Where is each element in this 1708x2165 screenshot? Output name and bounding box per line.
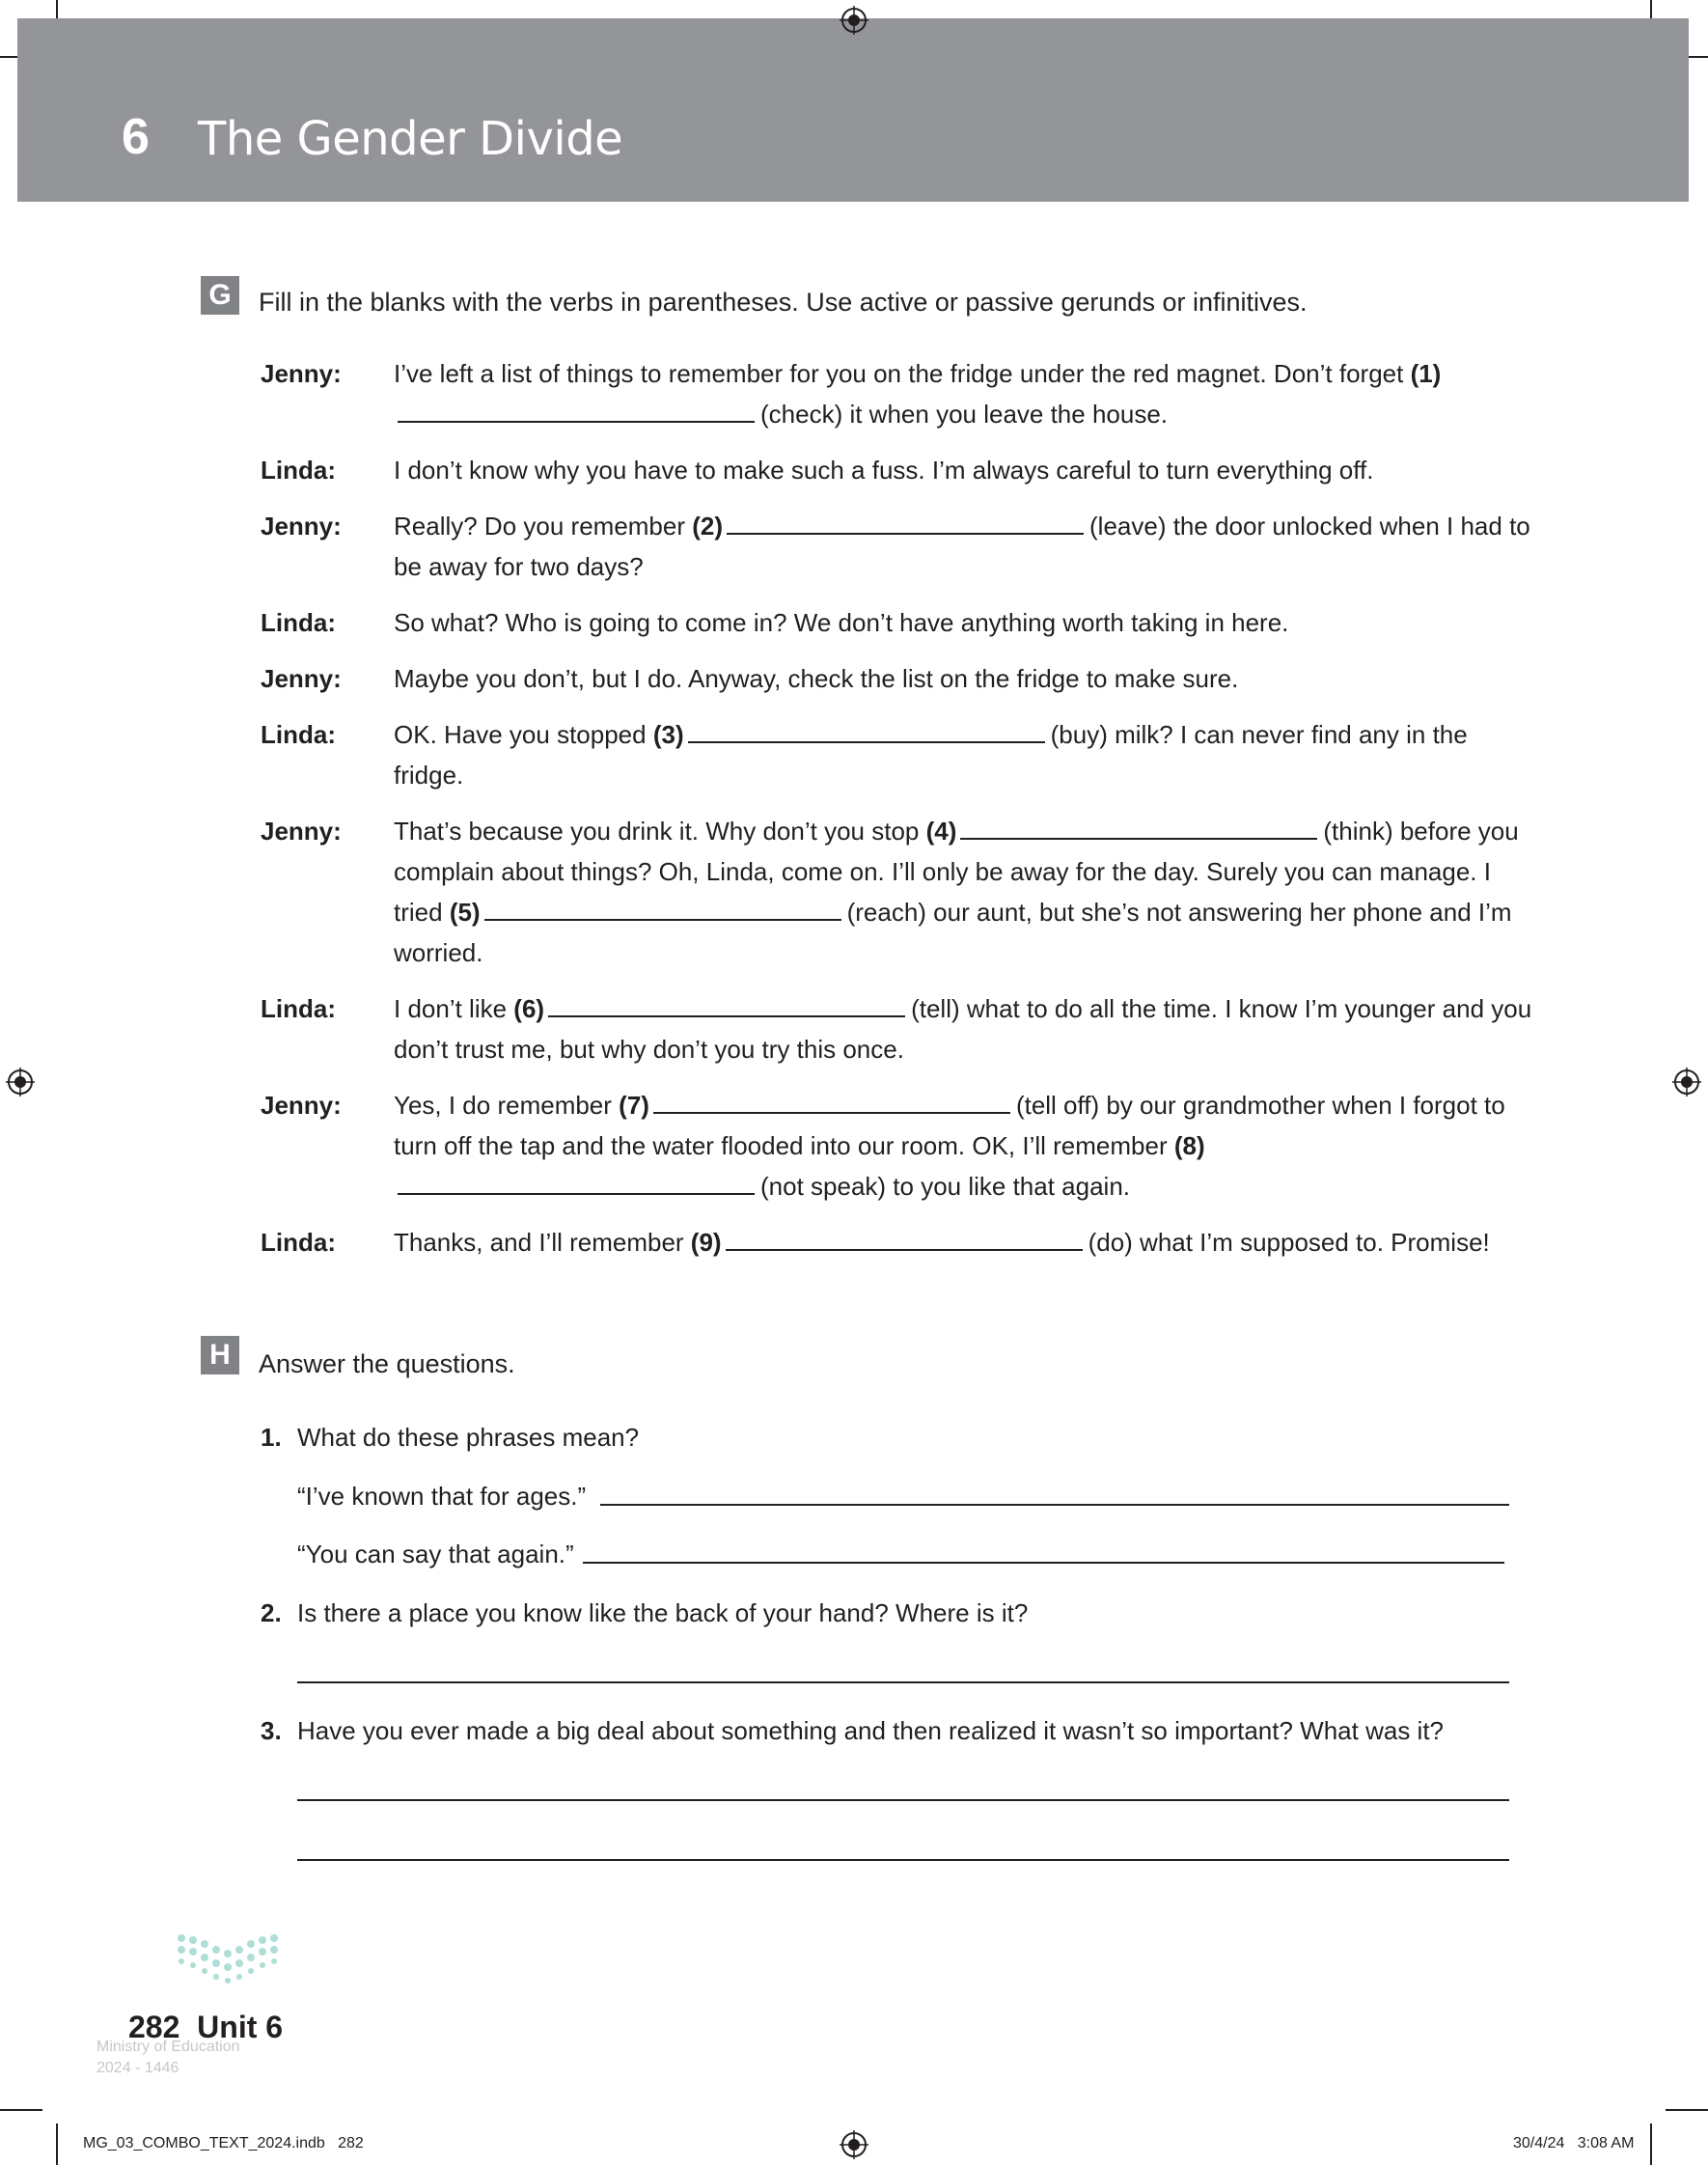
speech-text xyxy=(394,811,1534,973)
question-number: 2. xyxy=(261,1598,282,1627)
speech-segment: (not speak) to you like that again. xyxy=(760,1172,1131,1201)
dialogue-turn xyxy=(261,506,1534,587)
crop-mark xyxy=(1666,2109,1708,2111)
registration-mark-icon xyxy=(840,6,868,35)
speaker-name: Linda: xyxy=(261,608,336,637)
blank-number: (5) xyxy=(449,898,481,927)
speaker-name: Jenny: xyxy=(261,817,342,846)
speech-segment: (reach) our aunt, but she’s not answering her phone and I’m worried. xyxy=(394,898,1512,967)
section-g-instruction: Fill in the blanks with the verbs in parentheses. Use active or passive gerunds or infinitives. xyxy=(259,288,1308,317)
question-3 xyxy=(261,1716,1444,1746)
blank-number: (7) xyxy=(619,1091,649,1120)
dialogue-turn xyxy=(261,988,1534,1069)
speech-segment: (leave) the door unlocked when I had to be away for two days? xyxy=(394,512,1530,581)
answer-line[interactable] xyxy=(583,1562,1504,1564)
speaker-name: Linda: xyxy=(261,994,336,1023)
ministry-year: 2024 - 1446 xyxy=(96,2060,179,2076)
fill-in-blank[interactable] xyxy=(727,512,1084,535)
question-number: 1. xyxy=(261,1423,282,1452)
speaker-name: Jenny: xyxy=(261,359,342,388)
fill-in-blank[interactable] xyxy=(484,898,841,921)
blank-number: (1) xyxy=(1410,359,1442,388)
speech-segment: (tell) what to do all the time. I know I’m younger and you don’t trust me, but why don’t you try this once. xyxy=(394,994,1532,1064)
speaker-name: Jenny: xyxy=(261,664,342,693)
fill-in-blank[interactable] xyxy=(726,1228,1083,1251)
registration-mark-icon xyxy=(1672,1068,1701,1096)
speaker-name: Linda: xyxy=(261,720,336,749)
speech-segment: (do) what I’m supposed to. Promise! xyxy=(1088,1228,1490,1257)
registration-mark-icon xyxy=(840,2130,868,2159)
speech-segment: (tell off) by our grandmother when I forgot to turn off the tap and the water flooded into our room. OK, I’ll remember xyxy=(394,1091,1505,1160)
speaker-name: Linda: xyxy=(261,1228,336,1257)
dialogue-turn xyxy=(261,658,1534,699)
speech-segment: Thanks, and I’ll remember xyxy=(394,1228,691,1257)
unit-number: 6 xyxy=(122,109,150,165)
question-text: What do these phrases mean? xyxy=(297,1423,640,1452)
speaker-name: Jenny: xyxy=(261,1091,342,1120)
dialogue-turn xyxy=(261,811,1534,973)
answer-line[interactable] xyxy=(297,1859,1509,1861)
fill-in-blank[interactable] xyxy=(398,1172,755,1195)
speech-text xyxy=(394,450,1534,490)
dialogue-turn xyxy=(261,353,1534,434)
blank-number: (3) xyxy=(652,720,684,749)
fill-in-blank[interactable] xyxy=(653,1091,1010,1114)
speaker-name: Jenny: xyxy=(261,512,342,541)
speech-text xyxy=(394,1085,1534,1207)
blank-number: (8) xyxy=(1173,1131,1205,1160)
speech-text xyxy=(394,506,1534,587)
answer-line[interactable] xyxy=(297,1799,1509,1801)
dialogue-turn xyxy=(261,714,1534,795)
question-text: Is there a place you know like the back of your hand? Where is it? xyxy=(297,1598,1029,1627)
section-h-badge: H xyxy=(201,1336,239,1374)
speech-segment: So what? Who is going to come in? We don’t have anything worth taking in here. xyxy=(394,608,1289,637)
question-number: 3. xyxy=(261,1716,282,1745)
phrase-a: “I’ve known that for ages.” xyxy=(297,1482,587,1511)
dialogue xyxy=(261,353,1534,1278)
fill-in-blank[interactable] xyxy=(398,400,755,423)
answer-line[interactable] xyxy=(297,1681,1509,1683)
fill-in-blank[interactable] xyxy=(548,994,905,1017)
crop-mark xyxy=(1650,2123,1652,2165)
speech-segment: (think) before you complain about things? Oh, Linda, come on. I’ll only be away for the day. Surely you can manage. I tried xyxy=(394,817,1519,927)
ministry-logo-icon xyxy=(93,1929,363,1996)
speech-segment: That’s because you drink it. Why don’t you stop xyxy=(394,817,926,846)
section-h-instruction: Answer the questions. xyxy=(259,1349,515,1378)
speech-segment: I don’t like xyxy=(394,994,514,1023)
speech-segment: I don’t know why you have to make such a fuss. I’m always careful to turn everything off. xyxy=(394,456,1374,485)
slug-timestamp: 30/4/24 3:08 AM xyxy=(1513,2135,1635,2151)
speech-segment: (check) it when you leave the house. xyxy=(760,400,1169,429)
speech-segment: OK. Have you stopped xyxy=(394,720,653,749)
speech-segment: (buy) milk? I can never find any in the fridge. xyxy=(394,720,1468,790)
dialogue-turn xyxy=(261,1222,1534,1263)
blank-number: (6) xyxy=(513,994,545,1023)
slug-file-info: MG_03_COMBO_TEXT_2024.indb 282 xyxy=(83,2135,364,2151)
fill-in-blank[interactable] xyxy=(688,720,1045,743)
section-g-badge: G xyxy=(201,276,239,315)
speech-segment: Yes, I do remember xyxy=(394,1091,620,1120)
speaker-name: Linda: xyxy=(261,456,336,485)
phrase-b: “You can say that again.” xyxy=(297,1540,574,1568)
question-2 xyxy=(261,1598,1028,1628)
crop-mark xyxy=(0,2109,42,2111)
answer-line[interactable] xyxy=(600,1504,1509,1506)
speech-text xyxy=(394,602,1534,643)
speech-text xyxy=(394,714,1534,795)
unit-header-band xyxy=(17,18,1689,202)
question-text: Have you ever made a big deal about something and then realized it wasn’t so important? What was it? xyxy=(297,1716,1445,1745)
blank-number: (2) xyxy=(692,512,724,541)
speech-text xyxy=(394,353,1534,434)
speech-text xyxy=(394,658,1534,699)
dialogue-turn xyxy=(261,602,1534,643)
speech-segment: I’ve left a list of things to remember for you on the fridge under the red magnet. Don’t forget xyxy=(394,359,1411,388)
fill-in-blank[interactable] xyxy=(960,817,1317,840)
dialogue-turn xyxy=(261,450,1534,490)
question-1 xyxy=(261,1423,639,1453)
unit-title: The Gender Divide xyxy=(198,112,623,166)
speech-text xyxy=(394,1222,1534,1263)
ministry-name: Ministry of Education xyxy=(96,2039,240,2055)
speech-text xyxy=(394,988,1534,1069)
blank-number: (9) xyxy=(690,1228,722,1257)
speech-segment: Really? Do you remember xyxy=(394,512,693,541)
crop-mark xyxy=(56,2123,58,2165)
blank-number: (4) xyxy=(925,817,957,846)
page-number-unit: 282 Unit 6 xyxy=(128,2010,284,2044)
speech-segment: Maybe you don’t, but I do. Anyway, check the list on the fridge to make sure. xyxy=(394,664,1239,693)
registration-mark-icon xyxy=(6,1068,35,1096)
dialogue-turn xyxy=(261,1085,1534,1207)
